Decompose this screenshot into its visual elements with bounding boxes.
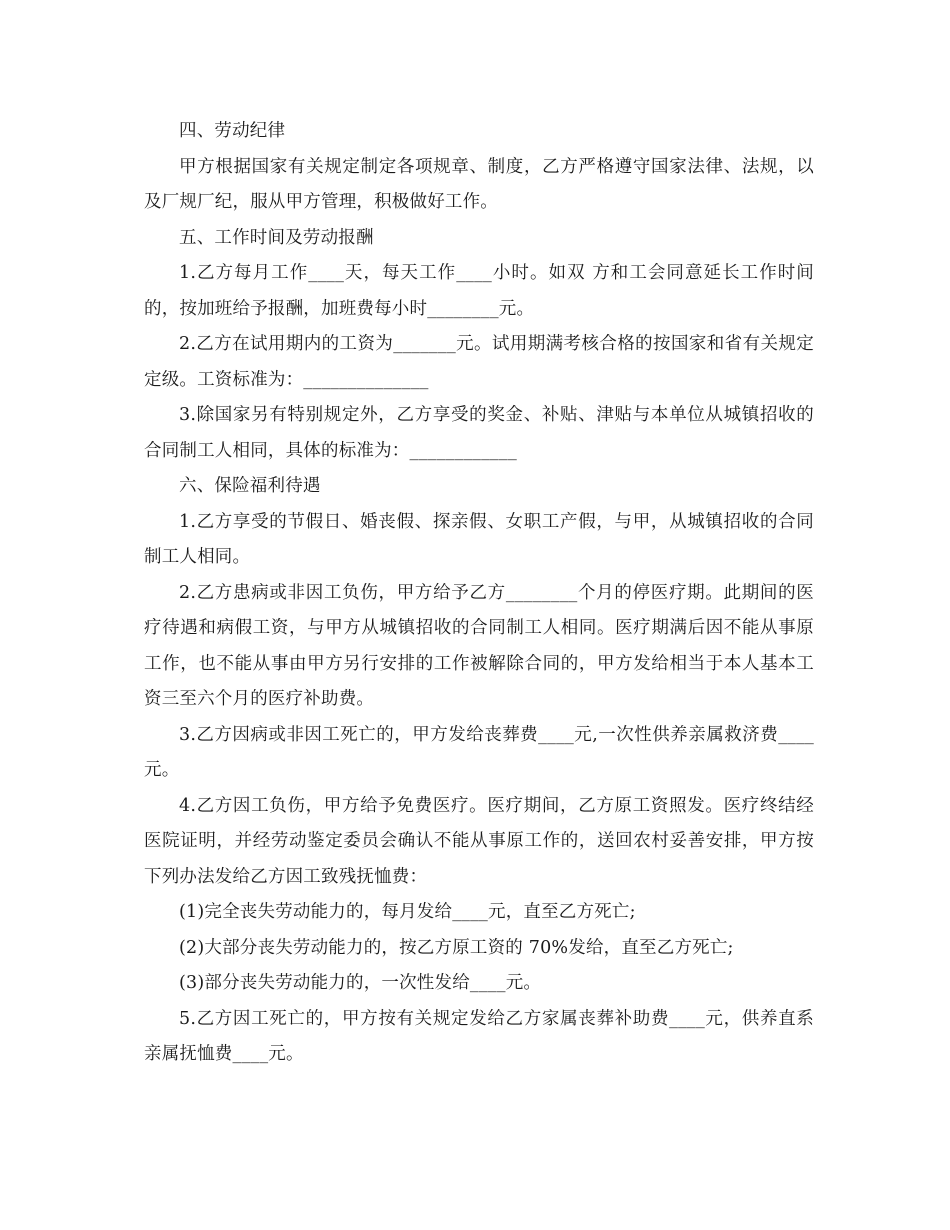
document-body: [144, 114, 814, 1073]
section-heading-labor-discipline: 四、劳动纪律: [179, 121, 286, 141]
paragraph-sick-leave: 2.乙方患病或非因工负伤，甲方给予乙方________个月的停医疗期。此期间的医疗待遇和病假工资，与甲方从城镇招收的合同制工人相同。医疗期满后因不能从事原工作，也不能从事由甲方另行安排的工作被解除合同的，甲方发给相当于本人基本工资三至六个月的医疗补助费。: [144, 582, 814, 709]
paragraph-bonus-allowance: 3.除国家另有特别规定外，乙方享受的奖金、补贴、津贴与本单位从城镇招收的合同制工人相同，具体的标准为：____________: [144, 405, 814, 461]
paragraph-work-death-compensation: 5.乙方因工死亡的，甲方按有关规定发给乙方家属丧葬补助费____元，供养直系亲属抚恤费____元。: [144, 1008, 814, 1064]
list-item-major-disability: (2)大部分丧失劳动能力的，按乙方原工资的 70%发给，直至乙方死亡;: [179, 937, 734, 958]
paragraph-work-hours: 1.乙方每月工作____天，每天工作____小时。如双 方和工会同意延长工作时间的，按加班给予报酬，加班费每小时________元。: [144, 263, 814, 319]
paragraph-probation-wage: 2.乙方在试用期内的工资为_______元。试用期满考核合格的按国家和省有关规定定级。工资标准为：______________: [144, 334, 814, 390]
section-heading-work-hours-pay: 五、工作时间及劳动报酬: [179, 227, 374, 248]
paragraph-labor-discipline: 甲方根据国家有关规定制定各项规章、制度，乙方严格遵守国家法律、法规，以及厂规厂纪，服从甲方管理，积极做好工作。: [144, 156, 814, 212]
paragraph-holidays-leave: 1.乙方享受的节假日、婚丧假、探亲假、女职工产假，与甲，从城镇招收的合同制工人相同。: [144, 511, 814, 567]
list-item-partial-disability: (3)部分丧失劳动能力的，一次性发给____元。: [179, 973, 542, 993]
paragraph-death-benefits: 3.乙方因病或非因工死亡的，甲方发给丧葬费____元,一次性供养亲属救济费____元。: [144, 724, 814, 780]
paragraph-work-injury: 4.乙方因工负伤，甲方给予免费医疗。医疗期间，乙方原工资照发。医疗终结经医院证明，并经劳动鉴定委员会确认不能从事原工作的，送回农村妥善安排，甲方按下列办法发给乙方因工致残抚恤费：: [144, 795, 814, 887]
list-item-total-disability: (1)完全丧失劳动能力的，每月发给____元，直至乙方死亡;: [179, 902, 636, 922]
section-heading-insurance-welfare: 六、保险福利待遇: [179, 476, 321, 496]
